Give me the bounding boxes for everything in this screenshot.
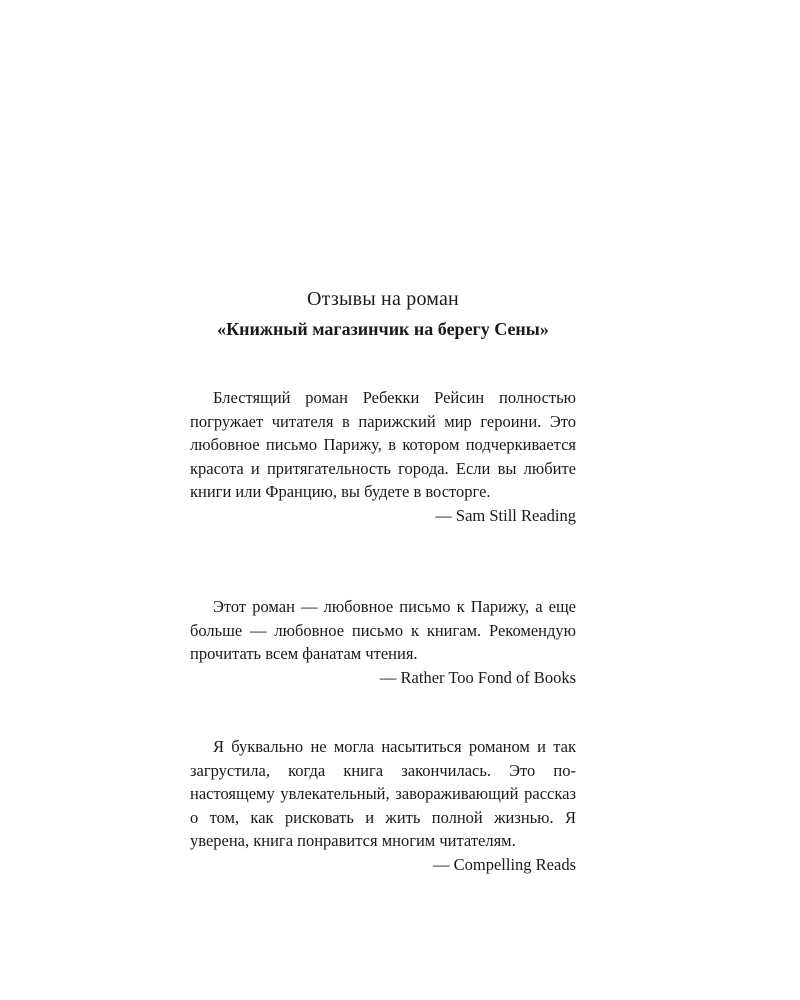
heading-title: Отзывы на роман: [307, 288, 459, 310]
review-block: [190, 386, 576, 527]
review-block: [190, 735, 576, 876]
review-source: — Rather Too Fond of Books: [379, 667, 576, 687]
review-text: Этот роман — любовное письмо к Парижу, а еще больше — любовное письмо к книгам. Рекомендую прочитать всем фанатам чтения.: [190, 597, 576, 663]
review-source: — Compelling Reads: [433, 854, 576, 874]
review-text: Блестящий роман Ребекки Рейсин полностью погружает читателя в парижский мир героини. Это любовное письмо Парижу, в котором подчеркивается красота и притягательность города. Если вы любите книги или Францию, вы будете в восторге.: [190, 388, 576, 501]
page-heading: [190, 284, 576, 344]
review-source: — Sam Still Reading: [435, 505, 576, 525]
review-block: [190, 595, 576, 689]
heading-book-title: «Книжный магазинчик на берегу Сены»: [217, 319, 549, 339]
review-text: Я буквально не могла насытиться романом и так загрустила, когда книга закончилась. Это по-настоящему увлекательный, завораживающий рассказ о том, как рисковать и жить полной жизнью. Я уверена, книга понравится многим читателям.: [190, 737, 576, 850]
